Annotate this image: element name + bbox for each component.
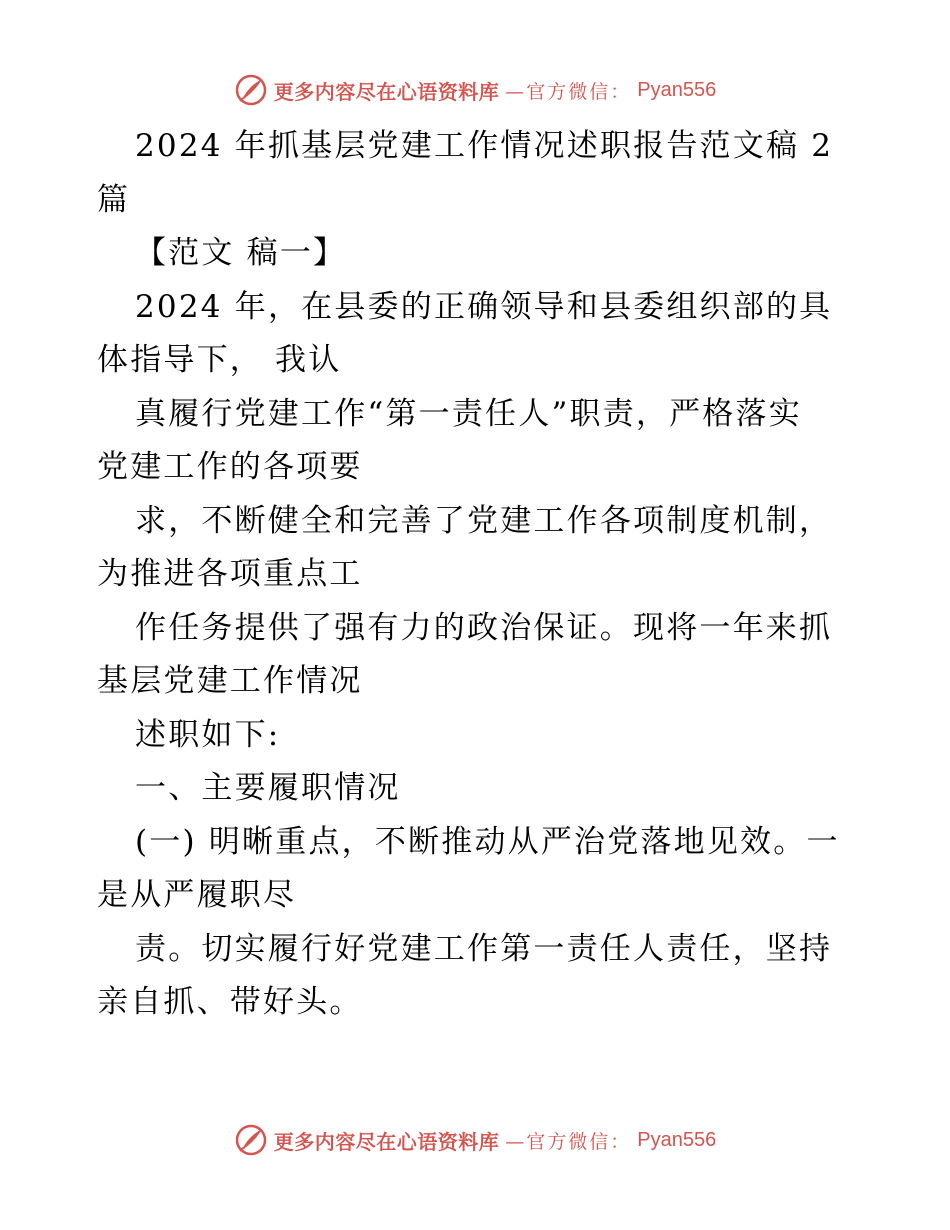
document-body xyxy=(97,120,857,1030)
paragraph-line: (一) 明晰重点，不断推动从严治党落地见效。一 xyxy=(135,823,840,860)
paragraph-line: 责。切实履行好党建工作第一责任人责任，坚持 xyxy=(135,930,833,967)
paragraph-line: 体指导下， 我认 xyxy=(97,342,342,378)
paragraph-line: 基层党建工作情况 xyxy=(97,663,363,699)
feather-pen-logo-icon xyxy=(234,73,268,107)
banner-contact-label: —官方微信： xyxy=(505,1130,632,1153)
banner-slogan: 更多内容尽在心语资料库 xyxy=(273,79,500,104)
paragraph-line: 2024 年，在县委的正确领导和县委组织部的具 xyxy=(135,288,833,325)
paragraph-line: 真履行党建工作“第一责任人”职责，严格落实 xyxy=(135,395,802,432)
paragraph-line: 述职如下: xyxy=(135,716,281,753)
feather-pen-logo-icon xyxy=(234,1123,268,1157)
banner-contact-id: Pyan556 xyxy=(637,1128,717,1151)
paragraph-line: 求，不断健全和完善了党建工作各项制度机制， xyxy=(135,502,833,539)
subsection-heading: 一、主要履职情况 xyxy=(135,770,401,806)
document-title-line-2: 篇 xyxy=(97,181,131,218)
banner-contact-label: —官方微信： xyxy=(505,80,632,103)
document-title-line-1: 2024 年抓基层党建工作情况述职报告范文稿 2 xyxy=(135,128,834,164)
paragraph-line: 是从严履职尽 xyxy=(97,877,297,913)
section-heading: 【范文 稿一】 xyxy=(135,235,347,271)
footer-banner xyxy=(0,1120,950,1160)
header-banner xyxy=(0,70,950,110)
paragraph-line: 党建工作的各项要 xyxy=(97,449,363,485)
banner-slogan: 更多内容尽在心语资料库 xyxy=(273,1129,500,1154)
paragraph-line: 作任务提供了强有力的政治保证。现将一年来抓 xyxy=(135,609,833,646)
paragraph-line: 为推进各项重点工 xyxy=(97,556,363,592)
paragraph-line: 亲自抓、带好头。 xyxy=(97,984,363,1020)
banner-contact-id: Pyan556 xyxy=(637,78,717,101)
